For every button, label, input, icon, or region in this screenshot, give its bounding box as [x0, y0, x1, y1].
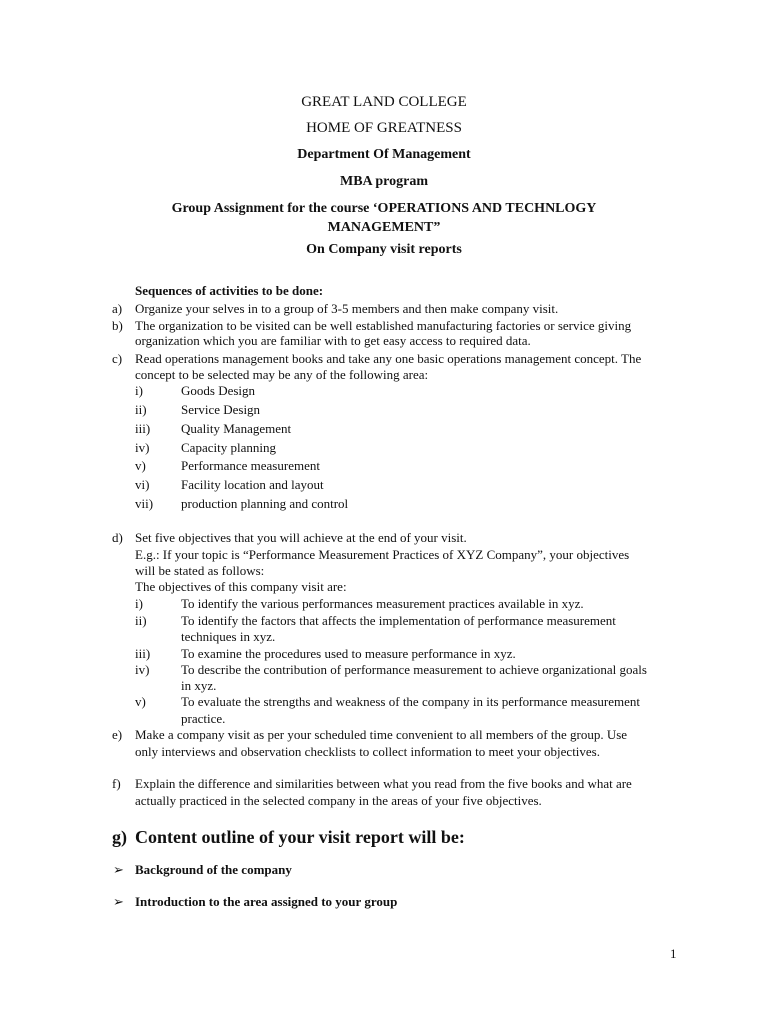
area-number: vii)	[135, 496, 154, 511]
area-number: ii)	[135, 402, 147, 417]
item-d-label: d)	[112, 530, 123, 545]
area-number: i)	[135, 383, 143, 398]
objective-text: To evaluate the strengths and weakness of the company in its performance measurement	[181, 694, 640, 709]
objective-number: iv)	[135, 662, 150, 677]
item-a-label: a)	[112, 301, 123, 316]
item-b-line1: The organization to be visited can be well established manufacturing factories or service giving	[135, 318, 632, 333]
item-f-label: f)	[112, 776, 121, 791]
objective-text: To identify the factors that affects the implementation of performance measurement	[181, 613, 616, 628]
objective-text: To identify the various performances measurement practices available in xyz.	[181, 596, 584, 611]
section-g-label: g)	[112, 827, 127, 847]
section-g-title: Content outline of your visit report will be:	[135, 827, 465, 847]
area-number: iv)	[135, 440, 150, 455]
arrow-bullet-icon: ➢	[113, 862, 124, 877]
college-name: GREAT LAND COLLEGE	[301, 94, 467, 110]
area-text: Quality Management	[181, 421, 292, 436]
area-text: production planning and control	[181, 496, 349, 511]
assignment-title-line1: Group Assignment for the course ‘OPERATIONS AND TECHNLOGY	[171, 201, 597, 216]
objective-text-continued: practice.	[181, 711, 226, 726]
item-c-line1: Read operations management books and take any one basic operations management concept. The	[135, 351, 642, 366]
area-text: Facility location and layout	[181, 477, 324, 492]
arrow-bullet-icon: ➢	[113, 894, 124, 909]
page-number: 1	[670, 946, 677, 961]
assignment-title-line2: MANAGEMENT”	[327, 220, 441, 235]
objectives-intro: The objectives of this company visit are:	[135, 579, 347, 594]
objective-number: iii)	[135, 646, 151, 661]
objective-number: ii)	[135, 613, 147, 628]
item-d-example-line1: E.g.: If your topic is “Performance Measurement Practices of XYZ Company”, your objectives	[135, 547, 630, 562]
item-d-example-line2: will be stated as follows:	[135, 563, 265, 578]
area-number: vi)	[135, 477, 150, 492]
area-number: iii)	[135, 421, 151, 436]
item-b-line2: organization which you are familiar with to get easy access to required data.	[135, 333, 531, 348]
item-f-line1: Explain the difference and similarities between what you read from the five books and what are	[135, 776, 632, 791]
area-number: v)	[135, 458, 146, 473]
area-text: Performance measurement	[181, 458, 320, 473]
item-c-line2: concept to be selected may be any of the following area:	[135, 367, 429, 382]
outline-item: Background of the company	[135, 862, 292, 877]
item-f-line2: actually practiced in the selected company in the areas of your five objectives.	[135, 793, 542, 808]
item-c-label: c)	[112, 351, 123, 366]
objective-number: v)	[135, 694, 146, 709]
department-name: Department Of Management	[297, 147, 471, 162]
item-d-line1: Set five objectives that you will achieve at the end of your visit.	[135, 530, 467, 545]
item-b-label: b)	[112, 318, 123, 333]
objective-number: i)	[135, 596, 143, 611]
outline-item: Introduction to the area assigned to your group	[135, 894, 398, 909]
area-text: Service Design	[181, 402, 261, 417]
item-e-line2: only interviews and observation checklists to collect information to meet your objectives.	[135, 744, 600, 759]
sequence-heading: Sequences of activities to be done:	[135, 283, 324, 298]
item-e-label: e)	[112, 727, 123, 742]
objective-text-continued: in xyz.	[181, 678, 217, 693]
area-text: Goods Design	[181, 383, 256, 398]
area-text: Capacity planning	[181, 440, 276, 455]
item-e-line1: Make a company visit as per your scheduled time convenient to all members of the group. Use	[135, 727, 628, 742]
college-motto: HOME OF GREATNESS	[306, 120, 462, 136]
objective-text: To describe the contribution of performance measurement to achieve organizational goals	[181, 662, 647, 677]
program-name: MBA program	[339, 174, 428, 189]
assignment-subject: On Company visit reports	[306, 242, 462, 257]
objective-text: To examine the procedures used to measure performance in xyz.	[181, 646, 516, 661]
objective-text-continued: techniques in xyz.	[181, 629, 276, 644]
item-a-text: Organize your selves in to a group of 3-5 members and then make company visit.	[135, 301, 559, 316]
